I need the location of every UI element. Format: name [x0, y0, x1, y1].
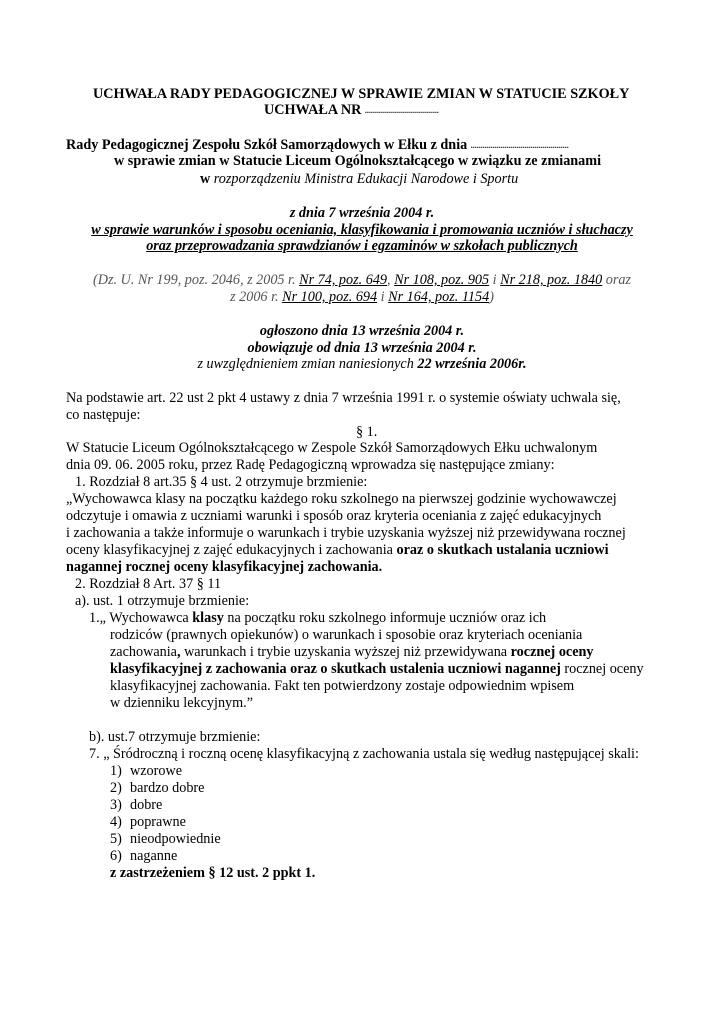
item2-heading: 2. Rozdział 8 Art. 37 § 11 [75, 576, 222, 592]
item2b-line1: 7. „ Śródroczną i roczną ocenę klasyfikacyjną z zachowania ustala się według następującej skali: [89, 746, 639, 762]
regulation-title-line2: oraz przeprowadzania sprawdzianów i egzaminów w szkołach publicznych [146, 238, 578, 254]
regulation-title-line1: w sprawie warunków i sposobu oceniania, klasyfikowania i promowania uczniów i słuchaczy [91, 222, 633, 238]
item2a-line2: rodziców (prawnych opiekunów) o warunkach i sposobie oraz kryteriach oceniania [110, 627, 583, 643]
effective-date: obowiązuje od dnia 13 września 2004 r. [247, 340, 477, 356]
journal-link[interactable]: Nr 108, poz. 905 [394, 272, 490, 288]
scale-item: 4) poprawne [110, 814, 186, 830]
item2a-line6: w dzienniku lekcyjnym.” [110, 695, 254, 711]
legal-basis-line1: Na podstawie art. 22 ust 2 pkt 4 ustawy z dnia 7 września 1991 r. o systemie oświaty uchwala się, [66, 390, 621, 406]
item2b-heading: b). ust.7 otrzymuje brzmienie: [89, 729, 261, 745]
journal-link[interactable]: Nr 100, poz. 694 [282, 289, 378, 305]
subject-line: w sprawie zmian w Statucie Liceum Ogólnokształcącego w związku ze zmianami [114, 153, 602, 169]
date-placeholder-dots: ................................................. [470, 141, 569, 150]
item2a-heading: a). ust. 1 otrzymuje brzmienie: [75, 593, 250, 609]
scale-item: 6) naganne [110, 848, 178, 864]
document-title: UCHWAŁA RADY PEDAGOGICZNEJ W SPRAWIE ZMIAN W STATUCIE SZKOŁY [93, 86, 630, 102]
announced-date: ogłoszono dnia 13 września 2004 r. [259, 323, 465, 339]
journal-link[interactable]: Nr 218, poz. 1840 [500, 272, 603, 288]
item1-text-line5: nagannej rocznej oceny klasyfikacyjnej zachowania. [66, 559, 383, 575]
item1-text-line4: oceny klasyfikacyjnej z zajęć edukacyjnych i zachowania oraz o skutkach ustalania uczniowi [66, 542, 609, 558]
section-mark: § 1. [356, 424, 378, 440]
item1-text-line3: i zachowania a także informuje o warunkach i trybie uzyskania wyższej niż przewidywana rocznej [66, 525, 626, 541]
item2a-line5: klasyfikacyjnej zachowania. Fakt ten potwierdzony zostaje odpowiednim wpisem [110, 678, 575, 694]
resolution-number: UCHWAŁA NR ..................................... [264, 102, 439, 118]
journal-link[interactable]: Nr 74, poz. 649 [299, 272, 388, 288]
intro-line2: dnia 09. 06. 2005 roku, przez Radę Pedagogiczną wprowadza się następujące zmiany: [66, 457, 555, 473]
regulation-date: z dnia 7 września 2004 r. [289, 205, 435, 221]
intro-line1: W Statucie Liceum Ogólnokształcącego w Zespole Szkół Samorządowych Ełku uchwalonym [66, 440, 598, 456]
item1-text-line2: odczytuje i omawia z uczniami warunki i sposób oraz kryteria oceniania z zajęć edukacyjnych [66, 508, 602, 524]
number-placeholder-dots: ..................................... [364, 106, 439, 115]
reservation-note: z zastrzeżeniem § 12 ust. 2 ppkt 1. [110, 865, 316, 881]
item2a-line1: 1.„ Wychowawca klasy na początku roku szkolnego informuje uczniów oraz ich [89, 610, 547, 626]
scale-item: 2) bardzo dobre [110, 780, 205, 796]
journal-references-line2: z 2006 r. Nr 100, poz. 694 i Nr 164, poz. 1154) [230, 289, 494, 305]
item2a-line3: zachowania, warunkach i trybie uzyskania wyższej niż przewidywana rocznej oceny [110, 644, 594, 660]
journal-references-line1: (Dz. U. Nr 199, poz. 2046, z 2005 r. Nr 74, poz. 649, Nr 108, poz. 905 i Nr 218, poz. 1840 oraz [92, 272, 632, 288]
item2a-line4: klasyfikacyjnej z zachowania oraz o skutkach ustalenia uczniowi nagannej rocznej oceny [110, 661, 644, 677]
item1-heading: 1. Rozdział 8 art.35 § 4 ust. 2 otrzymuje brzmienie: [75, 474, 368, 490]
council-line: Rady Pedagogicznej Zespołu Szkół Samorządowych w Ełku z dnia ................................................. [66, 137, 569, 153]
scale-item: 3) dobre [110, 797, 163, 813]
amendments-line: z uwzględnieniem zmian naniesionych 22 września 2006r. [197, 356, 527, 372]
regulation-reference: w rozporządzeniu Ministra Edukacji Narodowe i Sportu [200, 171, 519, 187]
item1-text-line1: „Wychowawca klasy na początku każdego roku szkolnego na pierwszej godzinie wychowawczej [66, 491, 617, 507]
legal-basis-line2: co następuje: [66, 407, 141, 423]
journal-link[interactable]: Nr 164, poz. 1154 [388, 289, 490, 305]
scale-item: 1) wzorowe [110, 763, 182, 779]
scale-item: 5) nieodpowiednie [110, 831, 221, 847]
